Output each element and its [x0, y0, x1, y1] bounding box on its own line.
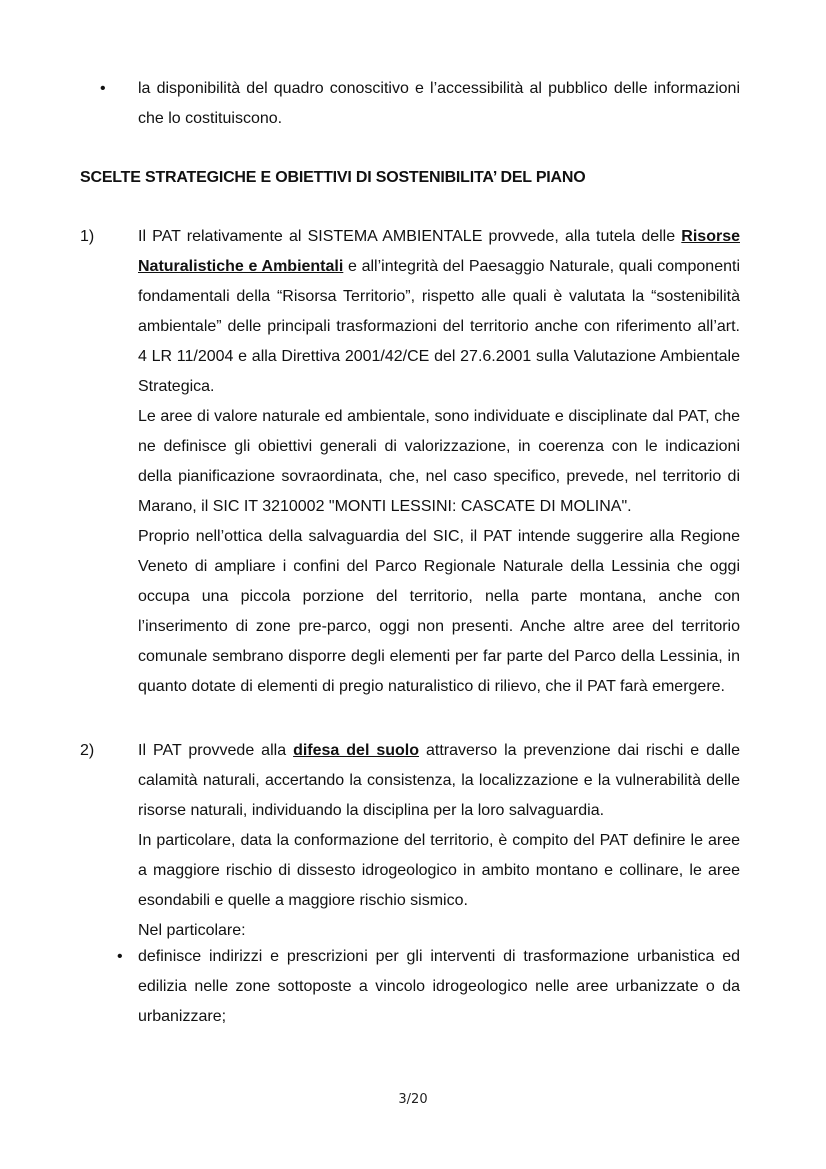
item-2-number: 2) — [80, 742, 95, 759]
bullet-marker: • — [100, 80, 106, 97]
top-bullet-text: la disponibilità del quadro conoscitivo e l’accessibilità al pubblico delle informazioni che lo costituiscono. — [138, 80, 740, 127]
item-2-paragraph-1 — [138, 736, 740, 826]
item-2-body — [138, 736, 740, 946]
item-1-paragraph-1 — [138, 222, 740, 402]
item-2-p1-before: Il PAT provvede alla — [138, 742, 294, 759]
sub-bullet-text: definisce indirizzi e prescrizioni per gli interventi di trasformazione urbanistica ed edilizia nelle zone sottoposte a vincolo idrogeologico nelle aree urbanizzate o da urbanizzare; — [138, 948, 740, 1025]
item-1-emphasis: Risorse Naturalistiche e Ambientali — [138, 228, 740, 275]
item-1-paragraph-2: Le aree di valore naturale ed ambientale, sono individuate e disciplinate dal PAT, che ne definisce gli obiettivi generali di valorizzazione, in coerenza con le indicazioni della pianificazione sovraordinata, che, nel caso specifico, prevede, nel territorio di Marano, il SIC IT 3210002 "MONTI LESSINI: CASCATE DI MOLINA". — [138, 408, 740, 515]
item-1-number: 1) — [80, 228, 95, 245]
item-2-p1-after: attraverso la prevenzione dai rischi e dalle calamità naturali, accertando la consistenza, la localizzazione e la vulnerabilità delle risorse naturali, individuando la disciplina per la loro salvaguardia. — [138, 742, 740, 819]
item-2-emphasis: difesa del suolo — [293, 742, 420, 759]
sub-bullet-marker: • — [117, 948, 123, 965]
item-2-paragraph-3: Nel particolare: — [138, 922, 246, 939]
page-number: 3/20 — [398, 1092, 428, 1107]
item-1-body — [138, 222, 740, 702]
item-1-p1-after: e all’integrità del Paesaggio Naturale, quali componenti fondamentali della “Risorsa Territorio”, rispetto alle quali è valutata la “sostenibilità ambientale” delle principali trasformazioni del territorio anche con riferimento all’art. 4 LR 11/2004 e alla Direttiva 2001/42/CE del 27.6.2001 sulla Valutazione Ambientale Strategica. — [138, 258, 741, 395]
item-2-paragraph-2: In particolare, data la conformazione del territorio, è compito del PAT definire le aree a maggiore rischio di dissesto idrogeologico in ambito montano e collinare, le aree esondabili e quelle a maggiore rischio sismico. — [138, 832, 740, 909]
section-heading: SCELTE STRATEGICHE E OBIETTIVI DI SOSTENIBILITA’ DEL PIANO — [80, 169, 586, 186]
item-1-paragraph-3: Proprio nell’ottica della salvaguardia del SIC, il PAT intende suggerire alla Regione Veneto di ampliare i confini del Parco Regionale Naturale della Lessinia che oggi occupa una piccola porzione del territorio, nella parte montana, anche con l’inserimento di zone pre-parco, oggi non presenti. Anche altre aree del territorio comunale sembrano disporre degli elementi per far parte del Parco della Lessinia, in quanto dotate di elementi di pregio naturalistico di rilievo, che il PAT farà emergere. — [138, 528, 740, 695]
item-1-p1-before: Il PAT relativamente al SISTEMA AMBIENTALE provvede, alla tutela delle — [138, 228, 682, 245]
